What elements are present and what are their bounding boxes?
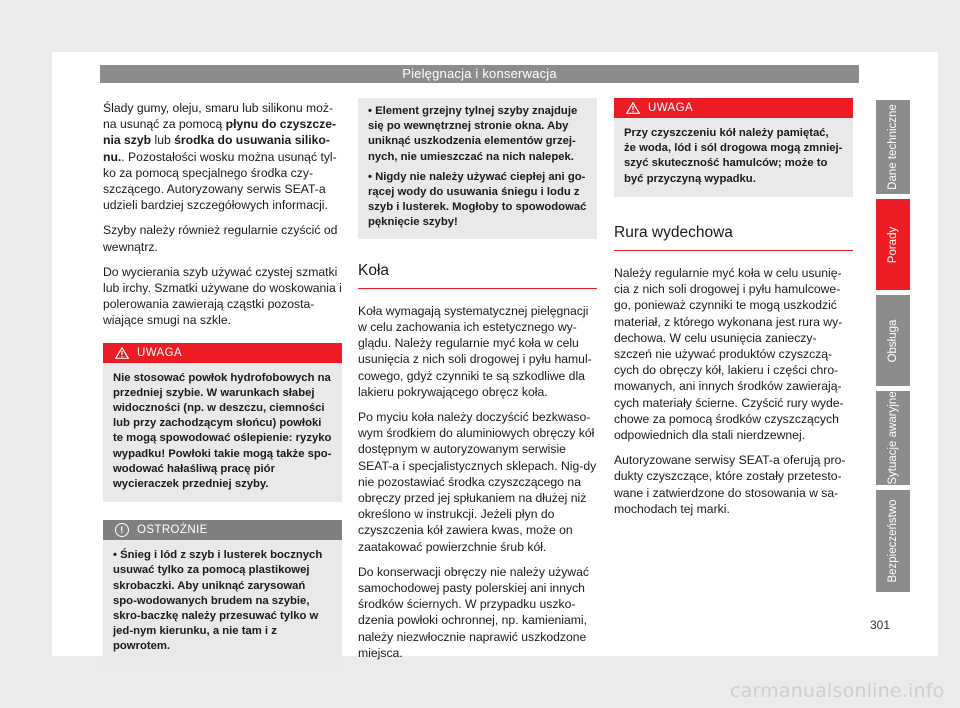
warning-text: Nie stosować powłok hydrofobowych na przedniej szybie. W warunkach słabej widoczności (np. w deszczu, ciemności lub przy zachodzącym słońcu) powłoki te mogą spowodować oślepienie: ryzyko wypadku! Powłoki takie mogą także spo-wodować hałaśliwą pracę piór wycieraczek przedniej szyby.	[113, 371, 332, 491]
tab-porady[interactable]: Porady	[876, 199, 910, 290]
section-title-rura: Rura wydechowa	[614, 225, 853, 251]
paragraph: Należy regularnie myć koła w celu usunię-cia z nich soli drogowej i pyłu hamulcowe-go, ponieważ czynniki te mogą uszkodzić materiał, z którego wykonana jest rura wy-dechowa. W celu usunięcia zanieczy-szczeń nie używać produktów czyszczą-cych do obręczy kół, lakieru i części chro-mowanych, ani innych środków zawierają-cych materiały ścierne. Czyścić rury wyde-chowe za pomocą środków czyszczących odpowiednich dla stali nierdzewnej.	[614, 266, 844, 443]
bullet: • Nigdy nie należy używać ciepłej ani go-rącej wody do usuwania śniegu i lodu z szyb i lusterek. Mogłoby to spowodować pęknięcie szyby!	[368, 170, 587, 229]
warning-label: UWAGA	[648, 102, 694, 114]
exclamation-icon: !	[115, 523, 129, 537]
caution-header	[103, 520, 342, 540]
caution-label: OSTROŻNIE	[137, 524, 208, 537]
warning-label: UWAGA	[137, 346, 183, 359]
tab-dane-techniczne[interactable]: Dane techniczne	[876, 100, 910, 194]
warning-header	[614, 98, 853, 118]
paragraph: Autoryzowane serwisy SEAT-a oferują pro-dukty czyszczące, które zostały przetesto-wane i zatwierdzone do stosowania w sa-mochodach tej marki.	[614, 453, 846, 516]
warning-box	[614, 98, 853, 197]
caution-text: • Śnieg i lód z szyb i lusterek bocznych usuwać tylko za pomocą plastikowej skrobaczki. Aby uniknąć zarysowań spo-wodowanych brudem na szybie, skro-baczkę należy przesuwać tylko w jed-nym kierunku, a nie tam i z powrotem.	[113, 549, 323, 653]
column-2	[358, 98, 597, 670]
column-3	[614, 98, 853, 526]
paragraph: Po myciu koła należy doczyścić bezkwaso-wym środkiem do aluminiowych obręczy kół dostępnym w autoryzowanym serwisie SEAT-a i specjalistycznych sklepach. Nig-dy nie pozostawiać środka czyszczącego na obręczy przed jej spłukaniem na dłużej niż określono w instrukcji. Jeżeli płyn do czyszczenia kół zawiera kwas, może on zaatakować powierzchnie śrub kół.	[358, 410, 597, 554]
section-title-kola: Koła	[358, 263, 597, 289]
watermark: carmanualsonline.info	[730, 680, 945, 702]
tab-bezpieczenstwo[interactable]: Bezpieczeństwo	[876, 490, 910, 592]
warning-triangle-icon	[115, 347, 129, 359]
paragraph: Szyby należy również regularnie czyścić od wewnątrz.	[103, 223, 338, 254]
page-header: Pielęgnacja i konserwacja	[100, 65, 859, 83]
paragraph: Do wycierania szyb używać czystej szmatki lub irchy. Szmatki używane do woskowania i polerowania zawierają cząstki pozosta-wiające smugi na szkle.	[103, 264, 342, 328]
tab-obsluga[interactable]: Obsługa	[876, 295, 910, 386]
caution-continuation	[358, 98, 597, 239]
bullet: • Element grzejny tylnej szyby znajduje się po wewnętrznej stronie okna. Aby uniknąć uszkodzenia elementów grzej-nych, nie umieszczać na nich nalepek.	[368, 105, 578, 163]
paragraph: Do konserwacji obręczy nie należy używać samochodowej pasty polerskiej ani innych środków ściernych. W przypadku uszko-dzenia powłoki ochronnej, np. kamieniami, należy niezwłocznie naprawić uszkodzone miejsca.	[358, 564, 589, 660]
column-1	[103, 100, 342, 665]
paragraph: Koła wymagają systematycznej pielęgnacji w celu zachowania ich estetycznego wy-glądu. Należy regularnie myć koła w celu usunięcia z nich soli drogowej i pyłu hamul-cowego, gdyż czynniki te są szkodliwe dla lakieru pokrywającego obręcz koła.	[358, 303, 592, 399]
paragraph: Ślady gumy, oleju, smaru lub silikonu moż-na usunąć za pomocą płynu do czyszcze-nia szyb lub środka do usuwania siliko-nu.. Pozostałości wosku można usunąć tyl-ko za pomocą specjalnego środka czy-szczącego. Autoryzowany serwis SEAT-a udzieli bardziej szczegółowych informacji.	[103, 101, 337, 213]
warning-box	[103, 343, 342, 503]
warning-text: Przy czyszczeniu kół należy pamiętać, że woda, lód i sól drogowa mogą zmniej-szyć skuteczność hamulców; może to być przyczyną wypadku.	[624, 127, 843, 185]
page-number: 301	[870, 618, 891, 632]
warning-header	[103, 343, 342, 363]
tab-sytuacje-awaryjne[interactable]: Sytuacje awaryjne	[876, 391, 910, 485]
warning-triangle-icon	[626, 102, 640, 114]
caution-box	[103, 520, 342, 664]
